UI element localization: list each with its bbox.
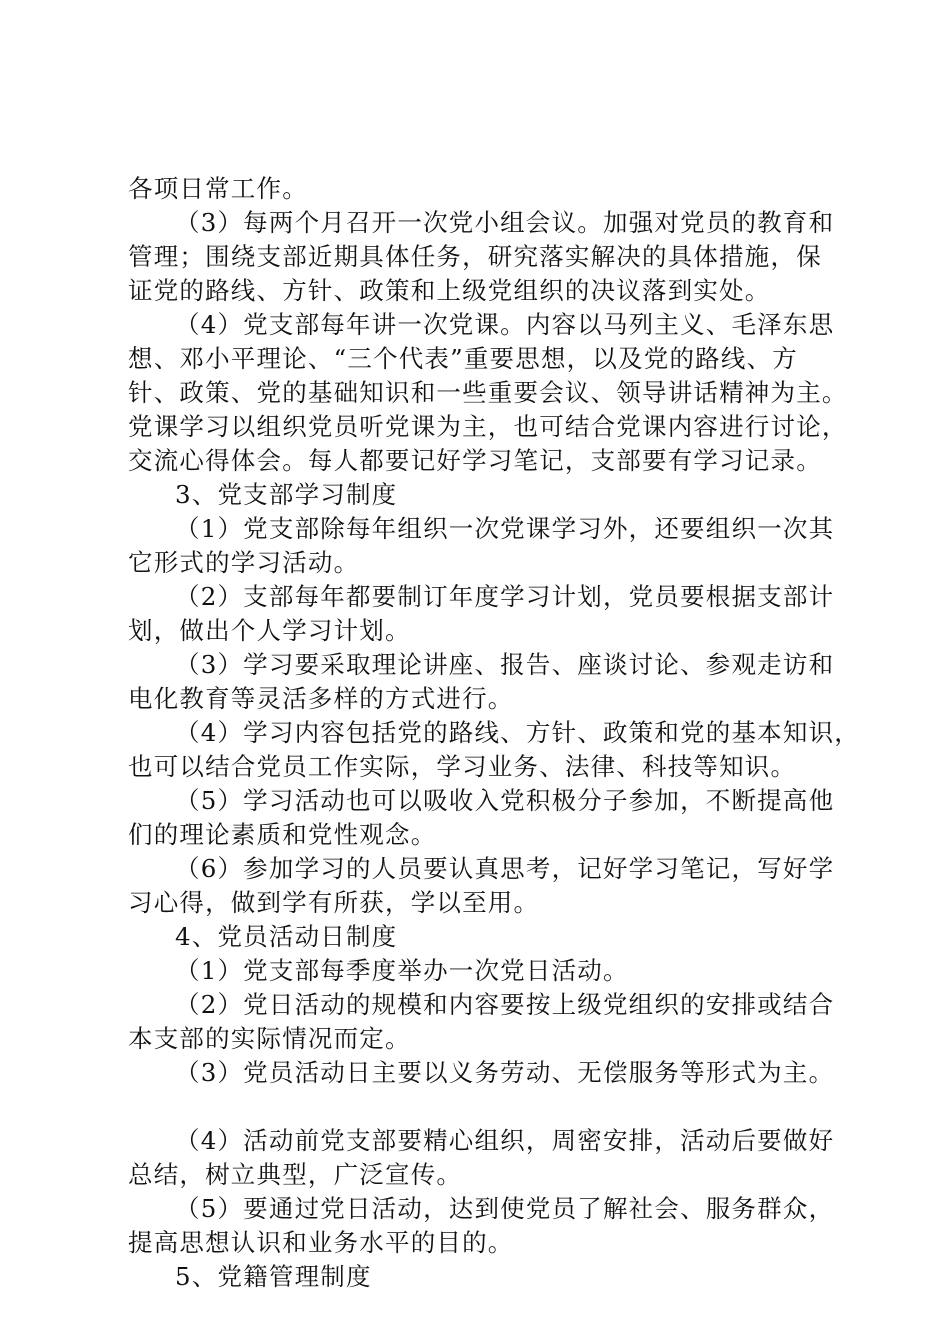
text-line: 针、政策、党的基础知识和一些重要会议、领导讲话精神为主。 [128,378,848,407]
text-line: 交流心得体会。每人都要记好学习笔记，支部要有学习记录。 [128,446,822,475]
text-line: （3）学习要采取理论讲座、报告、座谈讨论、参观走访和 [175,650,835,679]
text-line: 们的理论素质和党性观念。 [128,820,437,849]
section-heading: 4、党员活动日制度 [175,922,398,951]
text-line: 本支部的实际情况而定。 [128,1024,411,1053]
text-line: 提高思想认识和业务水平的目的。 [128,1228,514,1257]
text-line: （1）党支部除每年组织一次党课学习外，还要组织一次其 [175,514,835,543]
text-line: （2）党日活动的规模和内容要按上级党组织的安排或结合 [175,990,835,1019]
text-line: 电化教育等灵活多样的方式进行。 [128,684,514,713]
text-line: 也可以结合党员工作实际，学习业务、法律、科技等知识。 [128,752,797,781]
text-line: 党课学习以组织党员听党课为主，也可结合党课内容进行讨论， [128,412,848,441]
text-line: 习心得，做到学有所获，学以至用。 [128,888,540,917]
text-line: 总结，树立典型，广泛宣传。 [128,1160,463,1189]
text-line: 划，做出个人学习计划。 [128,616,411,645]
text-line: （4）党支部每年讲一次党课。内容以马列主义、毛泽东思 [175,310,835,339]
text-line: 它形式的学习活动。 [128,548,360,577]
text-line: （3）每两个月召开一次党小组会议。加强对党员的教育和 [175,208,835,237]
text-line: 证党的路线、方针、政策和上级党组织的决议落到实处。 [128,276,771,305]
text-line: （5）学习活动也可以吸收入党积极分子参加，不断提高他 [175,786,835,815]
text-line: 各项日常工作。 [128,174,308,203]
text-line: 管理；围绕支部近期具体任务，研究落实解决的具体措施，保 [128,242,822,271]
text-line: （4）学习内容包括党的路线、方针、政策和党的基本知识， [175,718,860,747]
section-heading: 3、党支部学习制度 [175,480,398,509]
section-heading: 5、党籍管理制度 [175,1262,372,1291]
text-line: （1）党支部每季度举办一次党日活动。 [175,956,629,985]
text-line: （2）支部每年都要制订年度学习计划，党员要根据支部计 [175,582,835,611]
text-line: （5）要通过党日活动，达到使党员了解社会、服务群众， [175,1194,835,1223]
text-line: 想、邓小平理论、“三个代表”重要思想，以及党的路线、方 [128,344,798,373]
text-line: （4）活动前党支部要精心组织，周密安排，活动后要做好 [175,1126,835,1155]
text-line: （6）参加学习的人员要认真思考，记好学习笔记，写好学 [175,854,835,883]
text-line: （3）党员活动日主要以义务劳动、无偿服务等形式为主。 [175,1058,835,1087]
